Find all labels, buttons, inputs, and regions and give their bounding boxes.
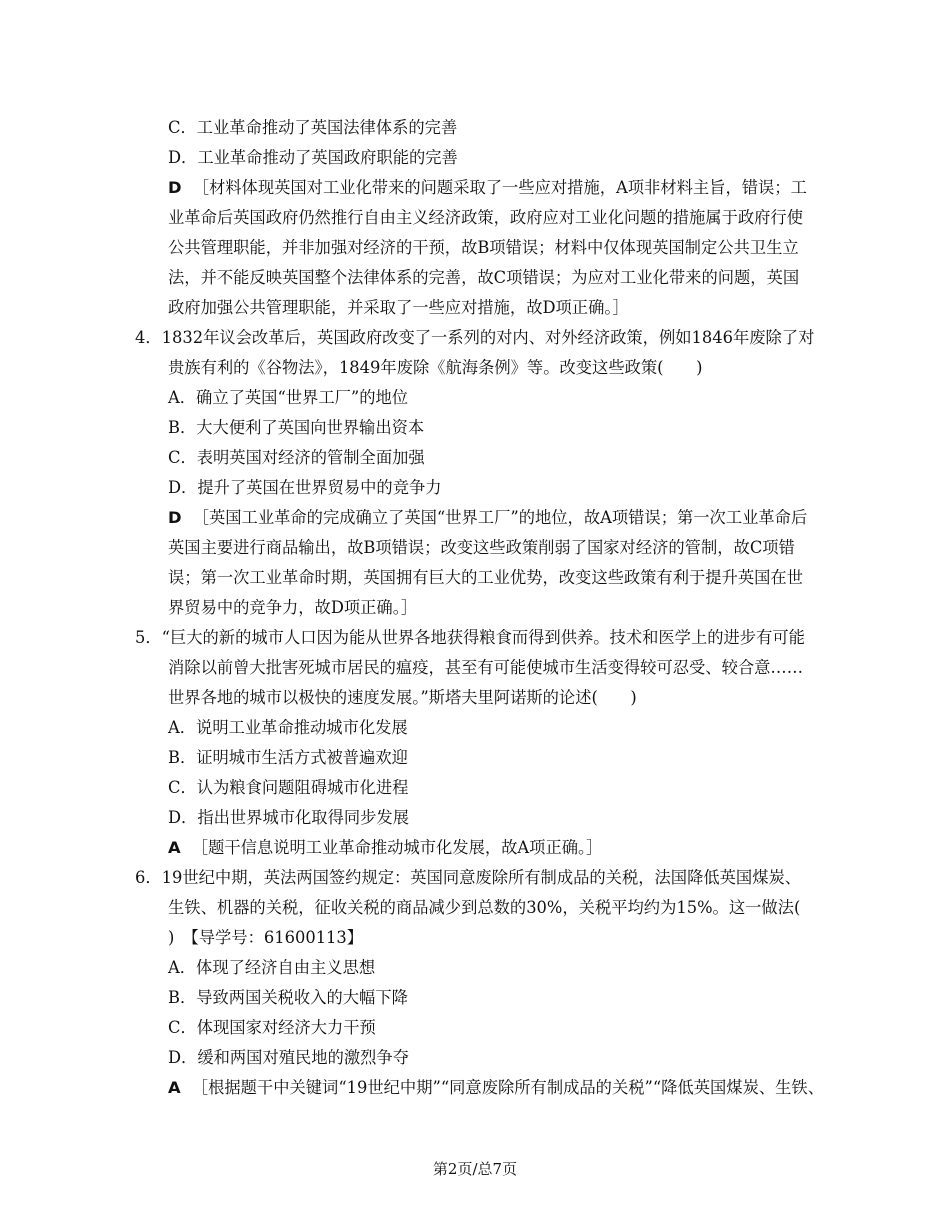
q3-explanation-text: ［材料体现英国对工业化带来的问题采取了一些应对措施，A项非材料主旨，错误；工: [192, 178, 807, 197]
q6-answer-letter: A: [168, 1078, 181, 1097]
q6-option-c: C．体现国家对经济大力干预: [168, 1018, 376, 1037]
q3-explanation-line: 公共管理职能，并非加强对经济的干预，故B项错误；材料中仅体现英国制定公共卫生立: [168, 238, 799, 257]
q5-option-d: D．指出世界城市化取得同步发展: [168, 808, 409, 827]
q5-explanation-text: ［题干信息说明工业革命推动城市化发展，故A项正确。］: [191, 838, 603, 857]
q3-answer-letter: D: [168, 178, 182, 197]
q5-explanation-line: [168, 838, 602, 858]
page-number-footer: 第2页/总7页: [432, 1160, 518, 1178]
q6-explanation-line: [168, 1078, 824, 1098]
q5-stem-line: 消除以前曾大批害死城市居民的瘟疫，甚至有可能使城市生活变得较可忍受、较合意……: [168, 658, 803, 677]
q4-stem-line: 4．1832年议会改革后，英国政府改变了一系列的对内、对外经济政策，例如1846年废除了对: [135, 328, 815, 347]
q6-option-d: D．缓和两国对殖民地的激烈争夺: [168, 1048, 409, 1067]
q3-option-d: D．工业革命推动了英国政府职能的完善: [168, 148, 458, 167]
q4-explanation-line: [168, 508, 807, 528]
q3-option-c: C．工业革命推动了英国法律体系的完善: [168, 118, 458, 137]
q4-option-c: C．表明英国对经济的管制全面加强: [168, 448, 425, 467]
q5-option-b: B．证明城市生活方式被普遍欢迎: [168, 748, 408, 767]
q5-stem-line: 世界各地的城市以极快的速度发展。”斯塔夫里阿诺斯的论述( ): [168, 688, 637, 707]
q4-option-b: B．大大便利了英国向世界输出资本: [168, 418, 425, 437]
q4-explanation-line: 界贸易中的竞争力，故D项正确。］: [168, 598, 418, 617]
q6-option-a: A．体现了经济自由主义思想: [168, 958, 376, 977]
q3-explanation-line: 业革命后英国政府仍然推行自由主义经济政策，政府应对工业化问题的措施属于政府行使: [168, 208, 803, 227]
q5-answer-letter: A: [168, 838, 181, 857]
q4-option-d: D．提升了英国在世界贸易中的竞争力: [168, 478, 442, 497]
q6-stem-line: ) 【导学号：61600113】: [168, 928, 364, 947]
q5-option-a: A．说明工业革命推动城市化发展: [168, 718, 408, 737]
q6-stem-line: 6．19世纪中期，英法两国签约规定：英国同意废除所有制成品的关税，法国降低英国煤炭、: [135, 868, 802, 887]
q4-explanation-line: 英国主要进行商品输出，故B项错误；改变这些政策削弱了国家对经济的管制，故C项错: [168, 538, 795, 557]
q3-explanation-line: 法，并不能反映英国整个法律体系的完善，故C项错误；为应对工业化带来的问题，英国: [168, 268, 800, 287]
q5-stem-line: 5．“巨大的新的城市人口因为能从世界各地获得粮食而得到供养。技术和医学上的进步有可能: [135, 628, 805, 647]
q6-explanation-text: ［根据题干中关键词“19世纪中期”“同意废除所有制成品的关税”“降低英国煤炭、生铁、: [191, 1078, 824, 1097]
q4-option-a: A．确立了英国“世界工厂”的地位: [168, 388, 409, 407]
q4-stem-line: 贵族有利的《谷物法》，1849年废除《航海条例》等。改变这些政策( ): [168, 358, 703, 377]
q4-explanation-text: ［英国工业革命的完成确立了英国“世界工厂”的地位，故A项错误；第一次工业革命后: [192, 508, 808, 527]
q3-explanation-line: [168, 178, 807, 198]
q4-answer-letter: D: [168, 508, 182, 527]
q6-stem-line: 生铁、机器的关税，征收关税的商品减少到总数的30%，关税平均约为15%。这一做法(: [168, 898, 801, 917]
q3-explanation-line: 政府加强公共管理职能，并采取了一些应对措施，故D项正确。］: [168, 298, 629, 317]
q6-option-b: B．导致两国关税收入的大幅下降: [168, 988, 408, 1007]
q5-option-c: C．认为粮食问题阻碍城市化进程: [168, 778, 409, 797]
q4-explanation-line: 误；第一次工业革命时期，英国拥有巨大的工业优势，改变这些政策有利于提升英国在世: [168, 568, 803, 587]
